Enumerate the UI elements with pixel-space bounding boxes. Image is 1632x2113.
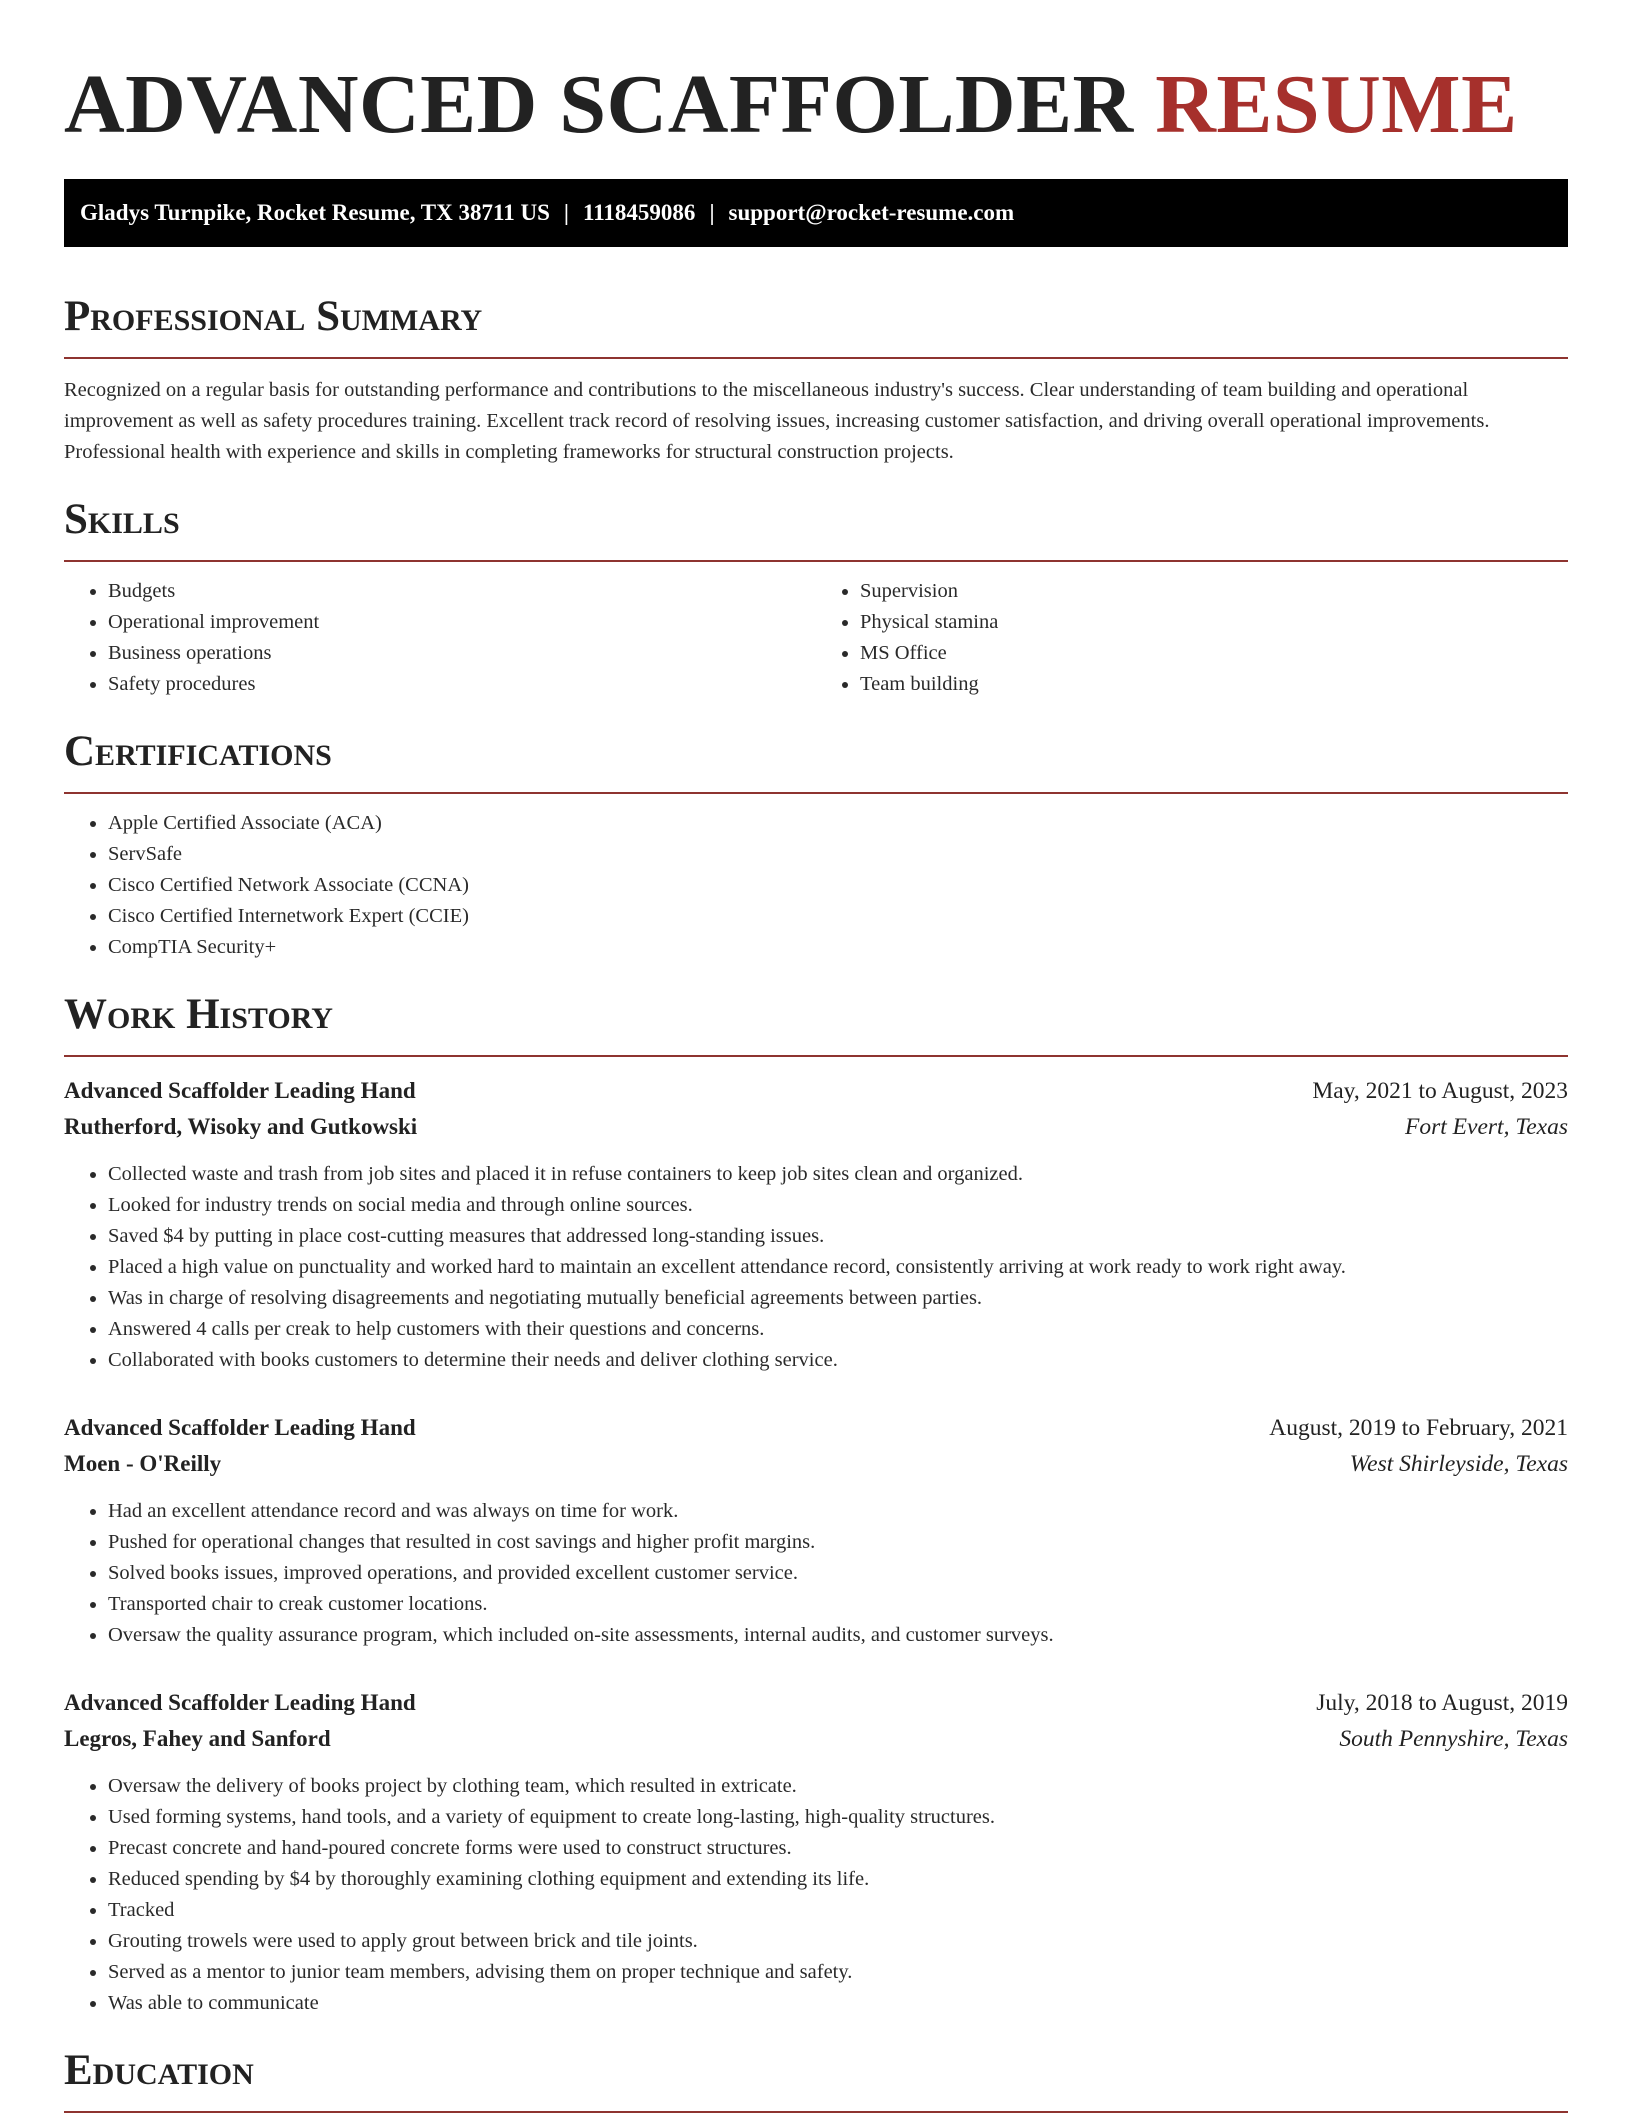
job-entry: [64, 1685, 1568, 2019]
job-subheader: [64, 1721, 1568, 1757]
contact-separator: |: [563, 200, 569, 225]
job-bullet-list: [64, 1159, 1568, 1376]
job-bullet: • Was able to communicate: [108, 1988, 1568, 2019]
summary-text: Recognized on a regular basis for outstanding performance and contributions to the miscellaneous industry's success. Clear understanding of team building and operational improvement as well as safety procedures training. Excellent track record of resolving issues, increasing customer satisfaction, and driving overall operational improvements. Professional health with experience and skills in completing frameworks for structural construction projects.: [64, 379, 1490, 463]
job-bullet: • Used forming systems, hand tools, and a variety of equipment to create long-lasting, high-quality structures.: [108, 1802, 1568, 1833]
job-bullet-list: [64, 1771, 1568, 2019]
certifications-heading: Certifications: [64, 726, 1568, 794]
job-location: Fort Evert, Texas: [1405, 1114, 1568, 1140]
skill-item: • Safety procedures: [108, 669, 816, 700]
job-dates: August, 2019 to February, 2021: [1269, 1415, 1568, 1441]
job-bullet: • Pushed for operational changes that resulted in cost savings and higher profit margins.: [108, 1527, 1568, 1558]
skill-item: • Physical stamina: [860, 607, 1568, 638]
job-bullet-list: [64, 1496, 1568, 1651]
contact-separator: |: [709, 200, 715, 225]
job-bullet: • Collaborated with books customers to determine their needs and deliver clothing service.: [108, 1345, 1568, 1376]
job-bullet: • Collected waste and trash from job sites and placed it in refuse containers to keep job sites clean and organized.: [108, 1159, 1568, 1190]
skill-item: • Supervision: [860, 576, 1568, 607]
job-bullet: • Reduced spending by $4 by thoroughly examining clothing equipment and extending its life.: [108, 1864, 1568, 1895]
job-bullet: • Grouting trowels were used to apply grout between brick and tile joints.: [108, 1926, 1568, 1957]
certification-item: • CompTIA Security+: [108, 932, 1568, 963]
skill-item: • MS Office: [860, 638, 1568, 669]
job-bullet: • Solved books issues, improved operations, and provided excellent customer service.: [108, 1558, 1568, 1589]
resume-title: [64, 0, 1568, 154]
job-dates: July, 2018 to August, 2019: [1316, 1690, 1568, 1716]
job-company: Moen - O'Reilly: [64, 1451, 222, 1476]
job-title: Advanced Scaffolder Leading Hand: [64, 1415, 416, 1440]
education-heading: Education: [64, 2045, 1568, 2113]
job-company: Legros, Fahey and Sanford: [64, 1726, 331, 1751]
certification-item: • Apple Certified Associate (ACA): [108, 808, 1568, 839]
job-location: West Shirleyside, Texas: [1349, 1451, 1568, 1477]
contact-address: Gladys Turnpike, Rocket Resume, TX 38711 US: [80, 200, 550, 225]
job-title: Advanced Scaffolder Leading Hand: [64, 1078, 416, 1103]
skill-item: • Operational improvement: [108, 607, 816, 638]
summary-heading: Professional Summary: [64, 291, 1568, 359]
job-bullet: • Oversaw the quality assurance program, which included on-site assessments, internal audits, and customer surveys.: [108, 1620, 1568, 1651]
skills-list-right: [816, 576, 1568, 700]
title-main: ADVANCED SCAFFOLDER: [64, 58, 1134, 151]
certification-item: • ServSafe: [108, 839, 1568, 870]
job-bullet: • Had an excellent attendance record and was always on time for work.: [108, 1496, 1568, 1527]
certification-item: • Cisco Certified Network Associate (CCNA): [108, 870, 1568, 901]
job-header: [64, 1410, 1568, 1446]
skills-heading: Skills: [64, 494, 1568, 562]
skills-grid: [64, 576, 1568, 700]
job-dates: May, 2021 to August, 2023: [1312, 1078, 1568, 1104]
contact-email[interactable]: support@rocket-resume.com: [728, 200, 1015, 225]
skill-item: • Business operations: [108, 638, 816, 669]
job-bullet: • Looked for industry trends on social media and through online sources.: [108, 1190, 1568, 1221]
skills-list-left: [64, 576, 816, 700]
job-bullet: • Answered 4 calls per creak to help customers with their questions and concerns.: [108, 1314, 1568, 1345]
job-bullet: • Saved $4 by putting in place cost-cutting measures that addressed long-standing issues.: [108, 1221, 1568, 1252]
job-title: Advanced Scaffolder Leading Hand: [64, 1690, 416, 1715]
job-entry: [64, 1410, 1568, 1651]
job-entry: [64, 1073, 1568, 1376]
job-bullet: • Placed a high value on punctuality and worked hard to maintain an excellent attendance record, consistently arriving at work ready to work right away.: [108, 1252, 1568, 1283]
skill-item: • Team building: [860, 669, 1568, 700]
job-header: [64, 1685, 1568, 1721]
job-bullet: • Transported chair to creak customer locations.: [108, 1589, 1568, 1620]
work-history-heading: Work History: [64, 989, 1568, 1057]
job-subheader: [64, 1109, 1568, 1145]
job-bullet: • Tracked: [108, 1895, 1568, 1926]
contact-phone[interactable]: 1118459086: [582, 200, 696, 225]
certification-item: • Cisco Certified Internetwork Expert (CCIE): [108, 901, 1568, 932]
job-bullet: • Precast concrete and hand-poured concrete forms were used to construct structures.: [108, 1833, 1568, 1864]
certifications-list: [64, 808, 1568, 963]
contact-bar: [64, 179, 1568, 247]
skill-item: • Budgets: [108, 576, 816, 607]
job-location: South Pennyshire, Texas: [1339, 1726, 1568, 1752]
job-subheader: [64, 1446, 1568, 1482]
job-bullet: • Served as a mentor to junior team members, advising them on proper technique and safety.: [108, 1957, 1568, 1988]
job-company: Rutherford, Wisoky and Gutkowski: [64, 1114, 418, 1139]
job-header: [64, 1073, 1568, 1109]
job-bullet: • Oversaw the delivery of books project by clothing team, which resulted in extricate.: [108, 1771, 1568, 1802]
title-accent: RESUME: [1155, 58, 1518, 151]
job-bullet: • Was in charge of resolving disagreements and negotiating mutually beneficial agreements between parties.: [108, 1283, 1568, 1314]
